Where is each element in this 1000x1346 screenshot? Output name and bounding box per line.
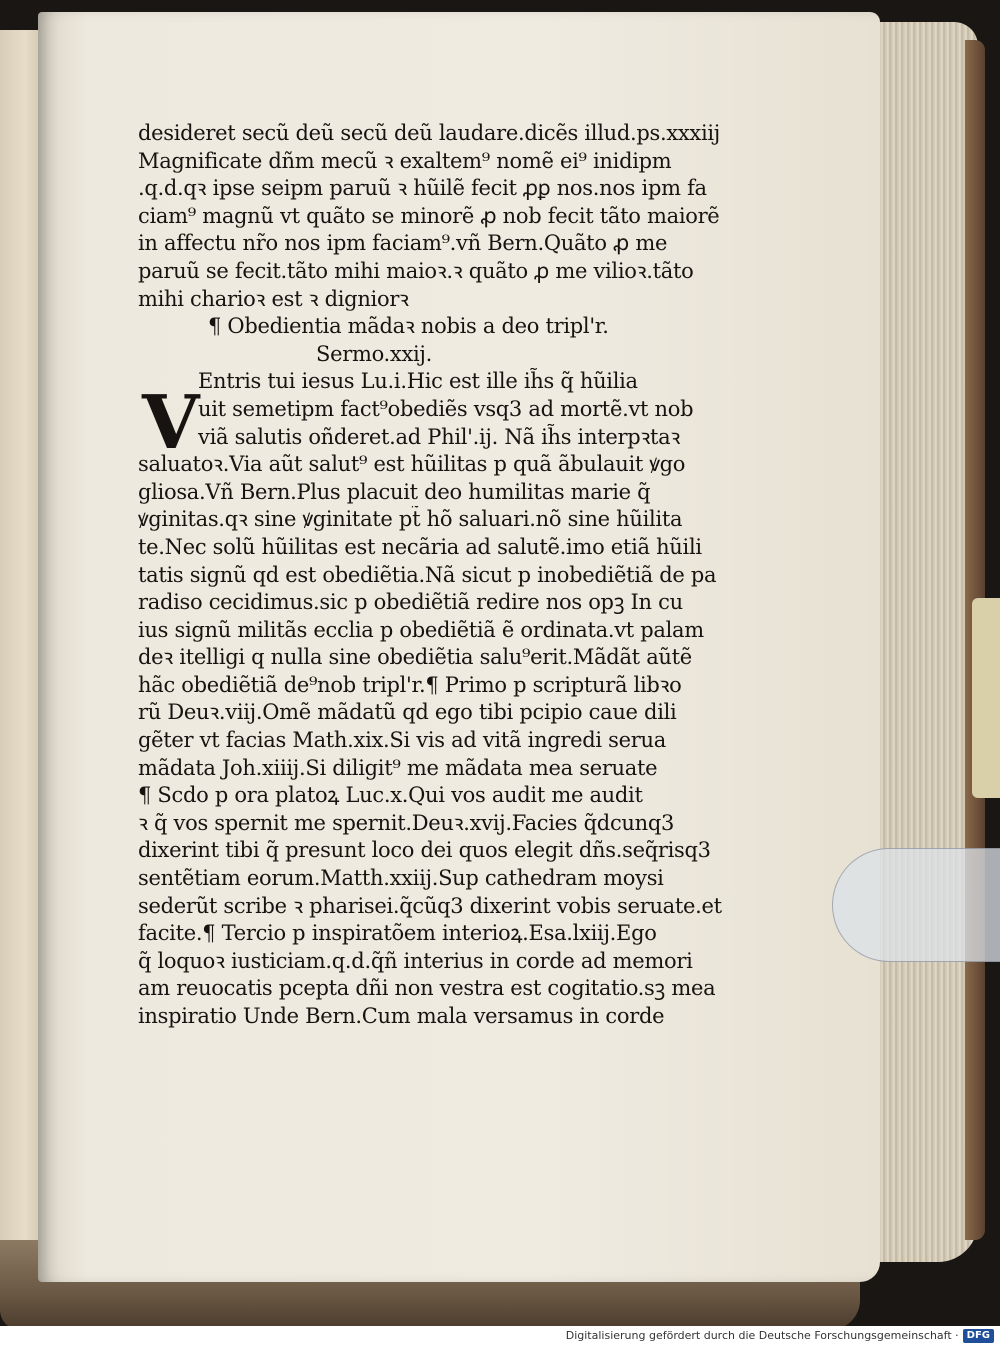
sermon-title: Sermo.xxij. — [316, 341, 433, 366]
text-line: hãc obediẽtiã de⁹nob tripl'r.¶ Primo p scripturã libꝛo — [138, 672, 682, 697]
text-line: rũ Deuꝛ.viij.Omẽ mãdatũ qd ego tibi pcipio caue dili — [138, 700, 677, 725]
drop-initial: V — [142, 380, 200, 466]
text-line: tatis signũ qd est obediẽtia.Nã sicut p inobediẽtiã de pa — [138, 562, 717, 587]
text-line: ciam⁹ magnũ vt quãto se minorẽ ꝓ nob fecit tãto maiorẽ — [138, 203, 720, 228]
text-line: deꝛ itelligi q nulla sine obediẽtia salu⁹erit.Mãdãt aũtẽ — [138, 645, 692, 670]
text-line: ꝛ q̃ vos spernit me spernit.Deuꝛ.xvij.Facies q̃dcunq3 — [138, 810, 675, 835]
page-marker-tab — [972, 598, 1000, 798]
transparent-page-clip — [832, 848, 1000, 962]
text-line: ¶ Scdo p ora platoꝝ Luc.x.Qui vos audit me audit — [138, 783, 643, 808]
text-line: .q.d.qꝛ ipse seipm paruũ ꝛ hũilẽ fecit ꝓꝑ nos.nos ipm fa — [138, 176, 707, 201]
dfg-logo: DFG — [963, 1329, 994, 1343]
text-line: ꝟginitas.qꝛ sine ꝟginitate pt̃ hõ saluari.nõ sine hũilita — [138, 507, 683, 532]
text-line: inspiratio Unde Bern.Cum mala versamus in corde — [138, 1004, 665, 1028]
text-line: mãdata Joh.xiiij.Si diligit⁹ me mãdata mea seruate — [138, 755, 658, 780]
text-line: in affectu nr̃o nos ipm faciam⁹.vñ Bern.Quãto ꝓ me — [138, 231, 668, 256]
text-block — [138, 120, 738, 1031]
text-line: sentẽtiam eorum.Matth.xxiij.Sup cathedram moysi — [138, 866, 664, 891]
text-line: mihi charioꝛ est ꝛ digniorꝛ — [138, 286, 409, 311]
text-line: saluatoꝛ.Via aũt salut⁹ est hũilitas p quã ãbulauit ꝟgo — [138, 452, 686, 477]
book-page — [38, 12, 880, 1282]
text-line: gẽter vt facias Math.xix.Si vis ad vitã ingredi serua — [138, 728, 666, 753]
footer-bar — [0, 1326, 1000, 1346]
text-line: paruũ se fecit.tãto mihi maioꝛ.ꝛ quãto ꝓ me vilioꝛ.tãto — [138, 258, 694, 283]
text-line: facite.¶ Tercio p inspiratõem interioꝝ.Esa.lxiij.Ego — [138, 921, 657, 946]
text-line: radiso cecidimus.sic p obediẽtiã redire nos opꝫ In cu — [138, 590, 683, 615]
text-line: gliosa.Vñ Bern.Plus placuit deo humilitas marie q̃ — [138, 479, 651, 504]
text-line: dixerint tibi q̃ presunt loco dei quos elegit dñs.seq̃risq3 — [138, 838, 711, 863]
text-line: desideret secũ deũ secũ deũ laudare.dicẽs illud.ps.xxxiij — [138, 121, 721, 145]
funding-credit: Digitalisierung gefördert durch die Deutsche Forschungsgemeinschaft · — [565, 1329, 959, 1342]
text-line: Entris tui iesus Lu.i.Hic est ille ih̃s q̃ hũilia — [198, 369, 638, 394]
text-line: am reuocatis pcepta dñi non vestra est cogitatio.sꝫ mea — [138, 976, 716, 1001]
section-heading: ¶ Obedientia mãdaꝛ nobis a deo tripl'r. — [208, 314, 609, 339]
text-line: sederũt scribe ꝛ pharisei.q̃cũq3 dixerint vobis seruate.et — [138, 893, 722, 918]
text-line: ius signũ militãs ecclia p obediẽtiã ẽ ordinata.vt palam — [138, 617, 704, 642]
text-line: te.Nec solũ hũilitas est necãria ad salutẽ.imo etiã hũili — [138, 534, 702, 559]
text-line: Magnificate dñm mecũ ꝛ exaltem⁹ nomẽ ei⁹ inidipm — [138, 148, 672, 173]
text-line: q̃ loquoꝛ iusticiam.q.d.q̃ñ interius in corde ad memori — [138, 948, 693, 973]
text-line: viã salutis oñderet.ad Phil'.ij. Nã ih̃s interpꝛtaꝛ — [198, 424, 681, 449]
text-line: uit semetipm fact⁹obediẽs vsq3 ad mortẽ.vt nob — [198, 396, 694, 421]
